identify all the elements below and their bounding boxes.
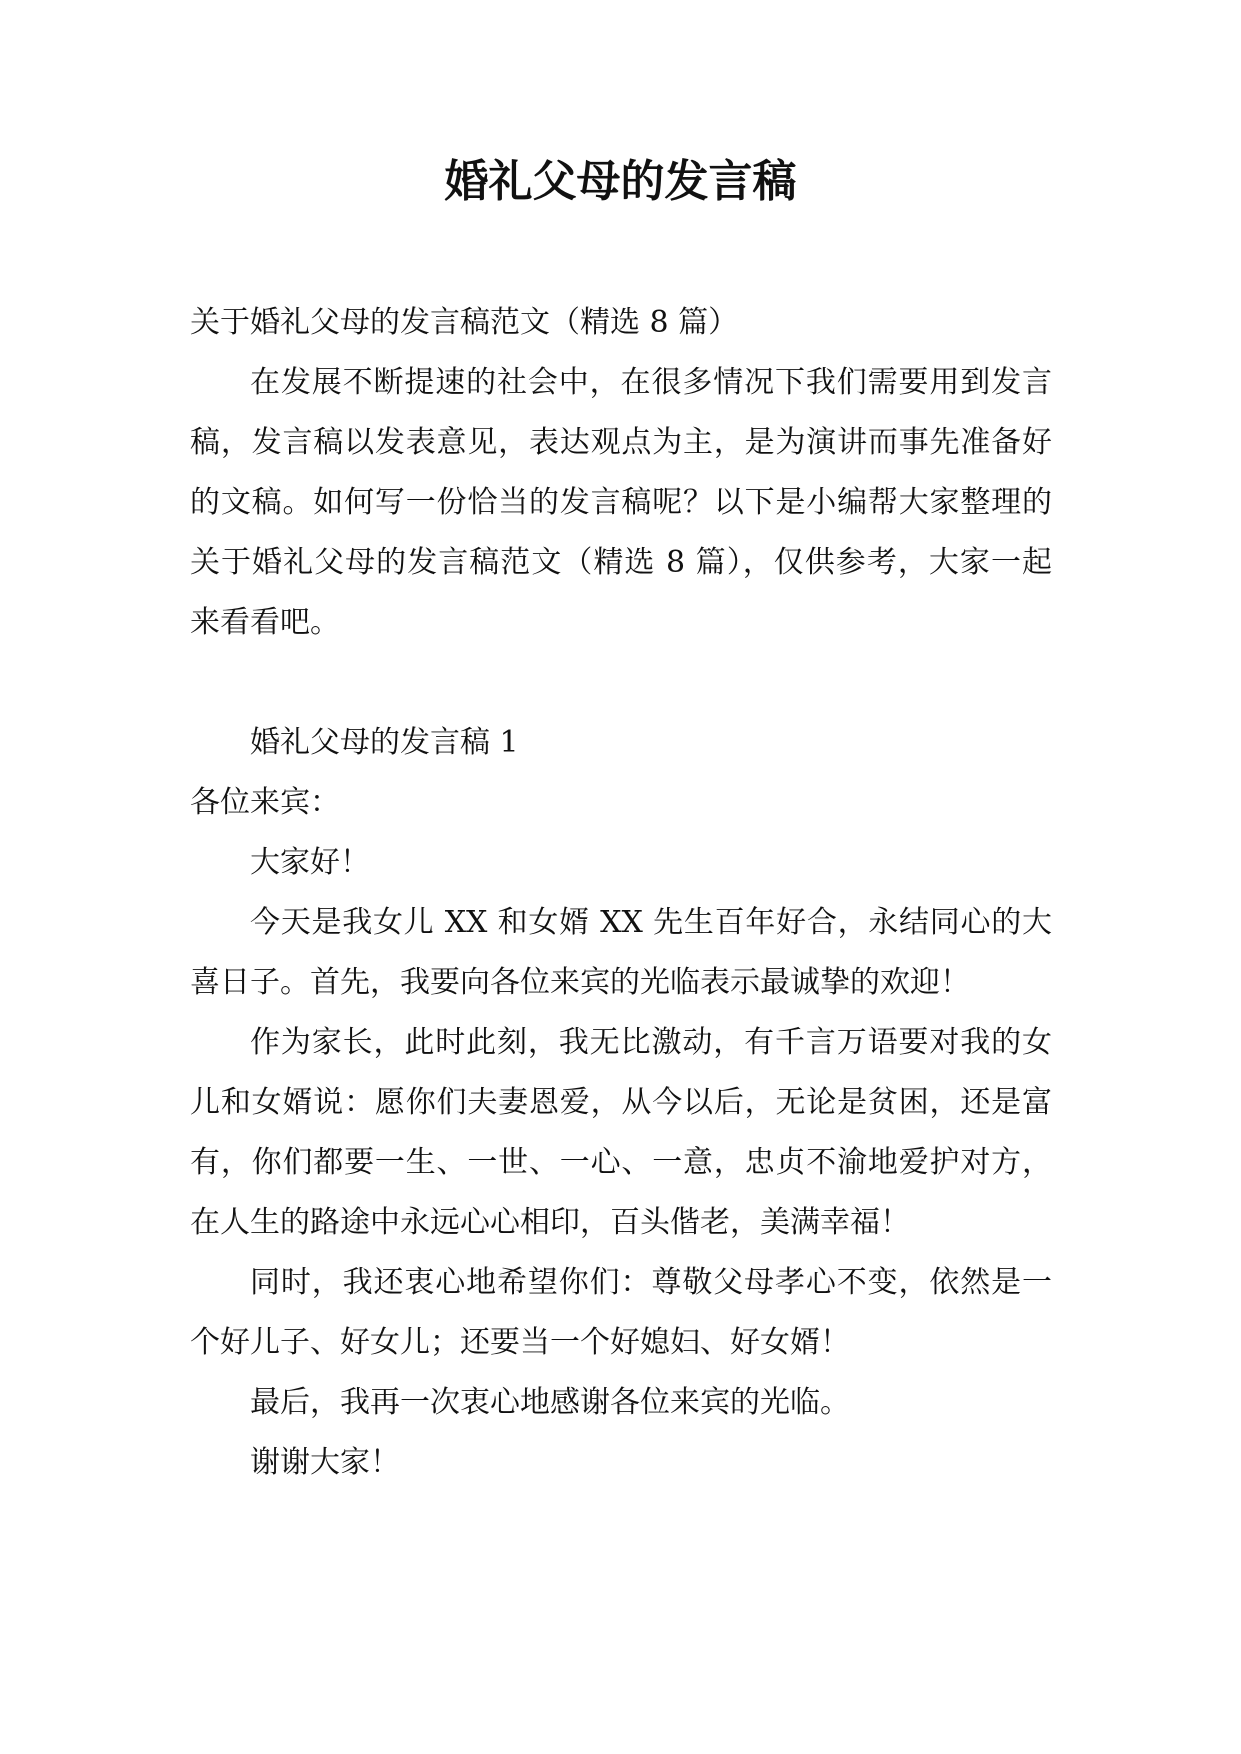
body-paragraph: 同时，我还衷心地希望你们：尊敬父母孝心不变，依然是一个好儿子、好女儿；还要当一个好媳妇、好女婿！ [190,1265,1052,1360]
body-paragraph: 作为家长，此时此刻，我无比激动，有千言万语要对我的女儿和女婿说：愿你们夫妻恩爱，从今以后，无论是贫困，还是富有，你们都要一生、一世、一心、一意，忠贞不渝地爱护对方，在人生的路途中永远心心相印，百头偕老，美满幸福！ [190,1025,1052,1240]
closing-line: 谢谢大家！ [250,1445,400,1480]
section-heading: 婚礼父母的发言稿 1 [250,725,519,760]
section-spacer [190,653,1052,713]
salutation: 各位来宾： [190,785,340,820]
body-paragraph: 今天是我女儿 XX 和女婿 XX 先生百年好合，永结同心的大喜日子。首先，我要向各位来宾的光临表示最诚挚的欢迎！ [190,905,1052,1000]
document-title: 婚礼父母的发言稿 [444,156,797,207]
document-body [190,293,1052,1493]
greeting: 大家好！ [250,845,370,880]
intro-heading: 关于婚礼父母的发言稿范文（精选 8 篇） [190,305,739,340]
body-paragraph: 最后，我再一次衷心地感谢各位来宾的光临。 [250,1385,850,1420]
intro-paragraph: 在发展不断提速的社会中，在很多情况下我们需要用到发言稿，发言稿以发表意见，表达观点为主，是为演讲而事先准备好的文稿。如何写一份恰当的发言稿呢？以下是小编帮大家整理的关于婚礼父母的发言稿范文（精选 8 篇），仅供参考，大家一起来看看吧。 [190,365,1052,640]
